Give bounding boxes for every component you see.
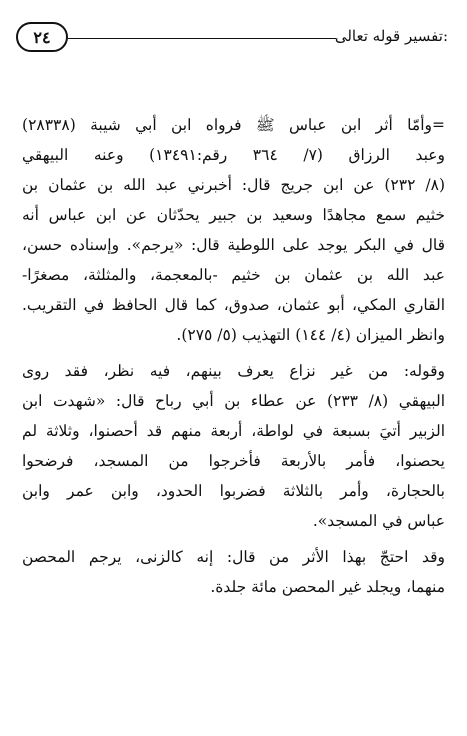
running-title: تفسير قوله تعالى: [334, 27, 448, 45]
text-line: عبد الله بن عثمان بن خثيم -بالمعجمة، والمثلثة، مصغرًا- [22, 266, 445, 284]
text-line: وقوله: من غير نزاع يعرف بينهم، فيه نظر، فقد روى [22, 362, 445, 380]
text-line: البيهقي (٨/ ٢٣٣) عن عطاء بن أبي رباح قال: «شهدت ابن [22, 392, 446, 410]
text-line: بالحجارة، وأمر بالثلاثة فضربوا الحدود، وابن عمر وابن [22, 482, 445, 500]
paragraph [22, 356, 445, 536]
text-line: وقد احتجّ بهذا الأثر من قال: إنه كالزنى، يرجم المحصن [22, 548, 445, 566]
header-rule [68, 38, 336, 39]
page-header [16, 22, 448, 54]
text-line: عباس في المسجد». [312, 512, 445, 530]
text-line: يحصنوا، فأمر بالأربعة فأخرجوا من المسجد، فرضحوا [22, 452, 445, 470]
text-line: (٨/ ٢٣٢) عن ابن جريج قال: أخبرني عبد الله بن عثمان بن [22, 176, 445, 194]
body-text [22, 110, 445, 602]
text-line: خثيم سمع مجاهدًا وسعيد بن جبير يحدّثان عن ابن عباس أنه [22, 206, 445, 224]
page-number: ٢٤ [16, 22, 68, 52]
text-line: وعبد الرزاق (٧/ ٣٦٤ رقم:١٣٤٩١) وعنه البيهقي [22, 146, 445, 164]
paragraph [22, 542, 445, 602]
text-line: القاري المكي، أبو عثمان، صدوق، كما قال الحافظ في التقريب. [22, 296, 445, 314]
text-line: وانظر الميزان (٤/ ١٤٤) التهذيب (٥/ ٢٧٥). [176, 326, 445, 344]
text-line: قال في البكر يوجد على اللوطية قال: «يرجم». وإسناده حسن، [22, 236, 445, 254]
text-line: الزبير أتيَ بسبعة في لواطة، أربعة منهم قد أحصنوا، وثلاثة لم [22, 422, 445, 440]
text-line: =وأمّا أثر ابن عباس ﷺ فرواه ابن أبي شيبة (٢٨٣٣٨) [22, 116, 445, 134]
text-line: منهما، ويجلد غير المحصن مائة جلدة. [210, 578, 445, 596]
paragraph [22, 110, 445, 350]
